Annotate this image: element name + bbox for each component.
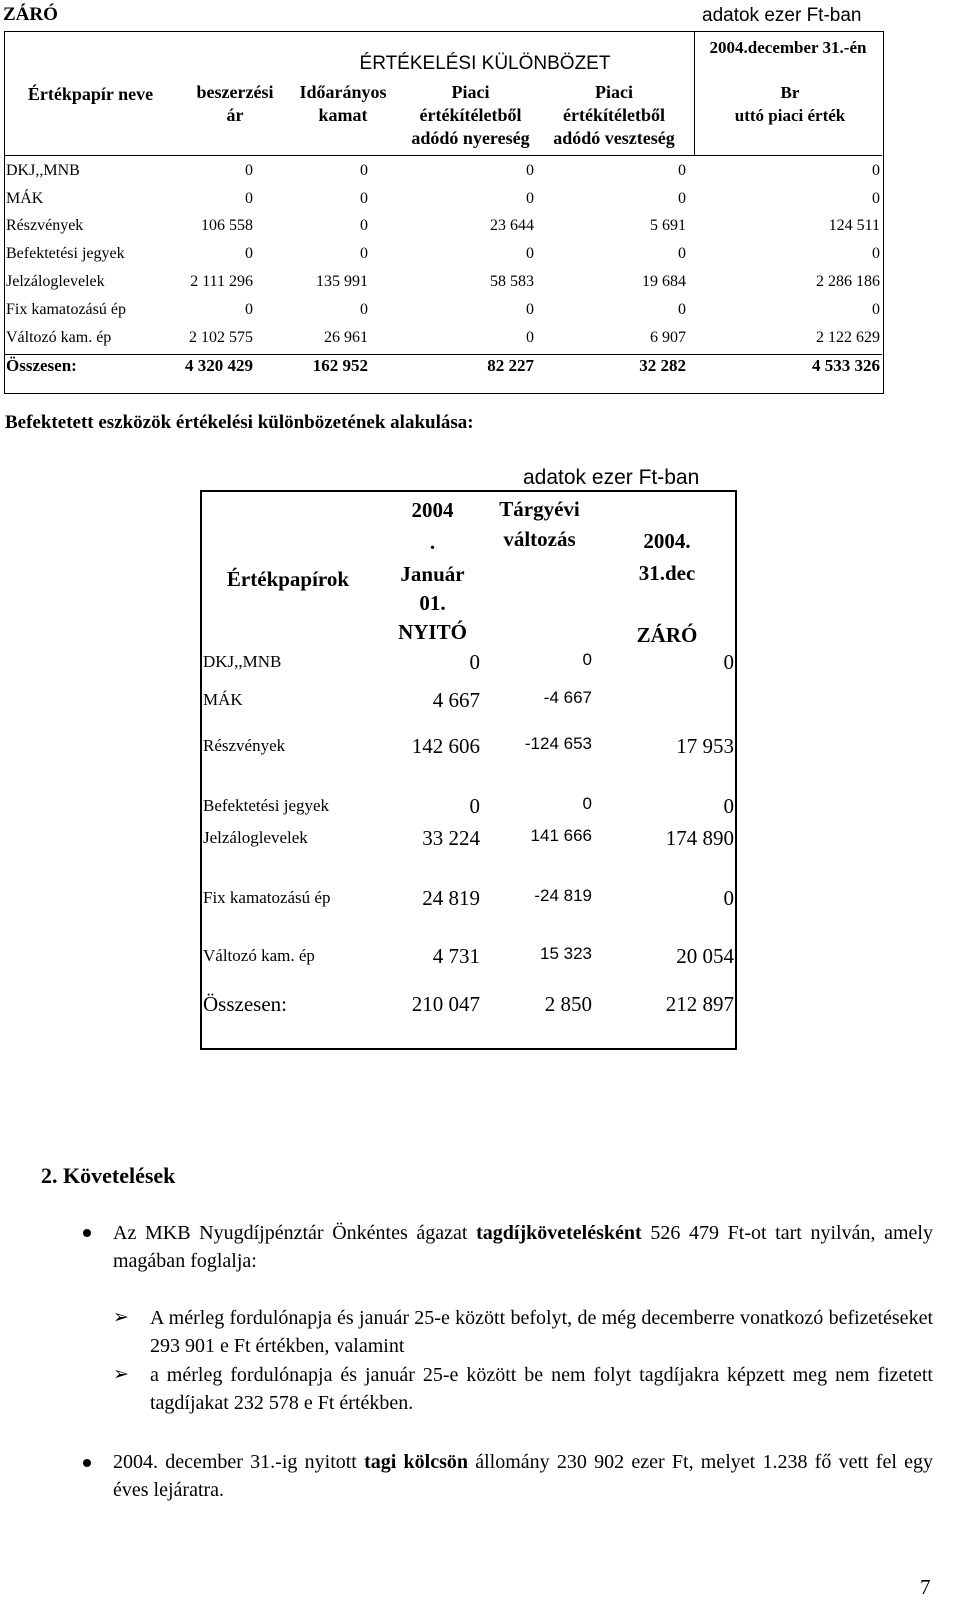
- cell-gross: 0: [872, 190, 880, 207]
- table2-unit-label: adatok ezer Ft-ban: [523, 466, 700, 489]
- cell-close: 0: [723, 794, 734, 818]
- row-name: Változó kam. ép: [6, 329, 112, 346]
- col-header-loss: Piaci értékítéletből adódó veszteség: [553, 82, 675, 148]
- cell-close: 174 890: [665, 826, 734, 850]
- cell-gain: 0: [526, 301, 534, 318]
- cell-interest: 0: [360, 301, 368, 318]
- arrow-bullet-icon: ➢: [113, 1307, 129, 1328]
- cell-open: 24 819: [422, 886, 480, 910]
- cell-cost: 2 111 296: [190, 273, 253, 290]
- table-row: [4, 296, 882, 324]
- cell-change: 141 666: [530, 826, 592, 845]
- col-header-opening: 2004 . Január 01. NYITÓ: [398, 498, 467, 644]
- cell-cost: 4 320 429: [185, 356, 253, 375]
- cell-interest: 26 961: [324, 329, 368, 346]
- table-row: [4, 268, 882, 296]
- cell-gross: 4 533 326: [812, 356, 880, 375]
- row-name: DKJ,,MNB: [6, 162, 80, 179]
- cell-open: 210 047: [411, 992, 480, 1016]
- cell-cost: 0: [245, 190, 253, 207]
- row-name: Jelzáloglevelek: [6, 273, 105, 290]
- cell-gross: 0: [872, 162, 880, 179]
- cell-open: 0: [469, 794, 480, 818]
- row-name: MÁK: [6, 190, 44, 207]
- bullet-icon: [83, 1459, 91, 1467]
- cell-cost: 2 102 575: [189, 329, 253, 346]
- col-header-securities: Értékpapírok: [226, 567, 350, 591]
- bullet-icon: [83, 1229, 91, 1237]
- col-header-name: Értékpapír neve: [27, 84, 154, 104]
- cell-change: 0: [582, 650, 592, 669]
- cell-loss: 0: [678, 190, 686, 207]
- cell-gain: 0: [526, 162, 534, 179]
- cell-loss: 0: [678, 301, 686, 318]
- cell-gross: 2 286 186: [816, 273, 880, 290]
- page-heading: ZÁRÓ: [3, 4, 58, 25]
- cell-gain: 58 583: [490, 273, 534, 290]
- col-header-interest: Időarányos kamat: [299, 82, 387, 125]
- cell-name: Változó kam. ép: [203, 946, 315, 965]
- cell-loss: 0: [678, 162, 686, 179]
- cell-interest: 0: [360, 217, 368, 234]
- col-header-gain: Piaci értékítéletből adódó nyereség: [411, 82, 530, 148]
- section-title: Befektetett eszközök értékelési különbözetének alakulása:: [5, 412, 474, 433]
- cell-name: DKJ,,MNB: [203, 652, 282, 671]
- cell-change: 15 323: [540, 944, 592, 963]
- cell-interest: 162 952: [312, 356, 368, 375]
- cell-name: Részvények: [203, 736, 286, 755]
- table-row: [4, 157, 882, 185]
- cell-loss: 6 907: [650, 329, 686, 346]
- cell-cost: 106 558: [201, 217, 253, 234]
- cell-gain: 82 227: [487, 356, 534, 375]
- loan-paragraph: 2004. december 31.-ig nyitott tagi kölcsön állomány 230 902 ezer Ft, melyet 1.238 fő vett fel egy éves lejáratra.: [113, 1451, 933, 1501]
- cell-gain: 0: [526, 329, 534, 346]
- cell-cost: 0: [245, 245, 253, 262]
- cell-interest: 0: [360, 190, 368, 207]
- cell-interest: 135 991: [316, 273, 368, 290]
- cell-name: Fix kamatozású ép: [203, 888, 331, 907]
- cell-close: 17 953: [676, 734, 734, 758]
- col-header-diff: ÉRTÉKELÉSI KÜLÖNBÖZET: [359, 53, 611, 74]
- cell-cost: 0: [245, 301, 253, 318]
- cell-change: -24 819: [534, 886, 592, 905]
- cell-change: 2 850: [544, 992, 592, 1016]
- cell-gross: 0: [872, 301, 880, 318]
- cell-loss: 5 691: [650, 217, 686, 234]
- row-name: Fix kamatozású ép: [6, 301, 126, 318]
- cell-change: -124 653: [524, 734, 592, 753]
- arrow-bullet-icon: ➢: [113, 1364, 129, 1385]
- cell-loss: 32 282: [639, 356, 686, 375]
- cell-gross: 0: [872, 245, 880, 262]
- receivables-paragraph: Az MKB Nyugdíjpénztár Önkéntes ágazat tagdíjkövetelésként 526 479 Ft-ot tart nyilván, amely magában foglalja:: [113, 1222, 933, 1272]
- table-row: [4, 324, 882, 352]
- col-header-gross: Br uttó piaci érték: [734, 83, 846, 125]
- col-header-cost: beszerzési ár: [196, 82, 274, 125]
- cell-gain: 0: [526, 245, 534, 262]
- cell-gross: 124 511: [828, 217, 880, 234]
- cell-close: 0: [723, 650, 734, 674]
- cell-name: Összesen:: [203, 992, 287, 1016]
- cell-gain: 0: [526, 190, 534, 207]
- cell-close: 212 897: [665, 992, 734, 1016]
- cell-name: MÁK: [203, 690, 243, 709]
- cell-name: Jelzáloglevelek: [203, 828, 308, 847]
- total-row: [4, 352, 882, 380]
- cell-open: 4 667: [432, 688, 480, 712]
- subitem-unpaid: a mérleg fordulónapja és január 25-e között be nem folyt tagdíjakra képzett meg nem fizetett tagdíjakat 232 578 e Ft értékben.: [150, 1364, 933, 1414]
- cell-loss: 19 684: [642, 273, 686, 290]
- subitem-paid-in: A mérleg fordulónapja és január 25-e között befolyt, de még decemberre vonatkozó befizetéseket 293 901 e Ft értékben, valamint: [150, 1307, 933, 1357]
- cell-open: 4 731: [432, 944, 480, 968]
- cell-interest: 0: [360, 245, 368, 262]
- cell-close: 20 054: [676, 944, 734, 968]
- cell-cost: 0: [245, 162, 253, 179]
- cell-open: 0: [469, 650, 480, 674]
- table-row: [4, 212, 882, 240]
- table-row: [4, 240, 882, 268]
- cell-change: -4 667: [543, 688, 592, 707]
- col-header-change: Tárgyévi változás: [499, 497, 580, 551]
- table-row: [4, 185, 882, 213]
- page-number: 7: [920, 1575, 931, 1599]
- row-name: Befektetési jegyek: [6, 245, 125, 262]
- cell-open: 142 606: [411, 734, 480, 758]
- col-header-date: 2004.december 31.-én: [709, 38, 867, 57]
- cell-name: Befektetési jegyek: [203, 796, 330, 815]
- cell-change: 0: [582, 794, 592, 813]
- cell-close: 0: [723, 886, 734, 910]
- col-header-closing: 2004. 31.dec ZÁRÓ: [636, 529, 698, 647]
- unit-label: adatok ezer Ft-ban: [702, 5, 862, 26]
- row-name: Részvények: [6, 217, 84, 234]
- receivables-heading: 2. Követelések: [41, 1163, 176, 1188]
- row-name: Összesen:: [6, 356, 77, 375]
- cell-open: 33 224: [422, 826, 480, 850]
- cell-interest: 0: [360, 162, 368, 179]
- cell-gross: 2 122 629: [816, 329, 880, 346]
- cell-gain: 23 644: [490, 217, 534, 234]
- cell-loss: 0: [678, 245, 686, 262]
